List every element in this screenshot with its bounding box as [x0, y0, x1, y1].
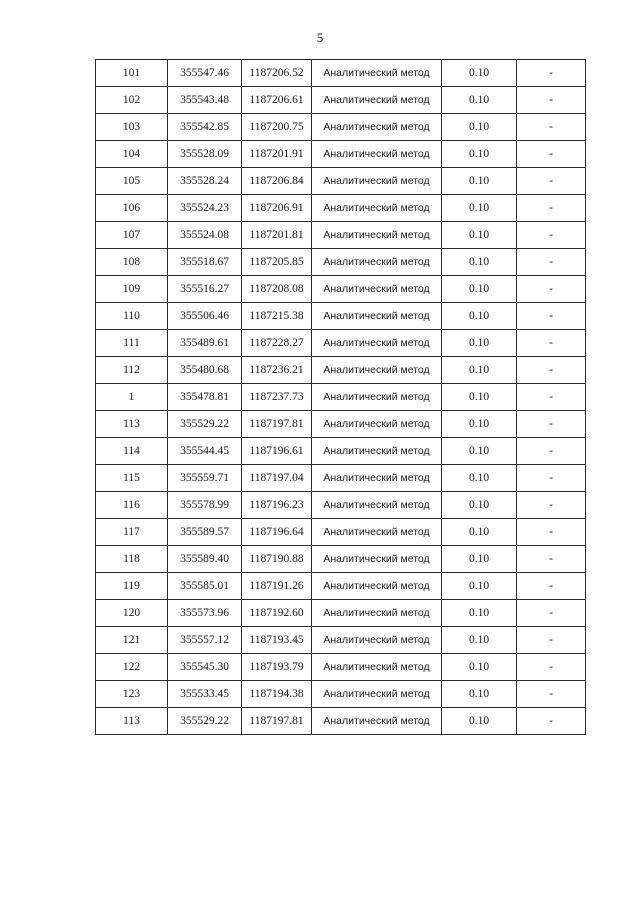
method-cell: Аналитический метод	[312, 492, 442, 519]
table-row	[96, 546, 586, 573]
x-coordinate-cell: 355585.01	[168, 573, 242, 600]
point-number-cell: 103	[96, 114, 168, 141]
x-coordinate-cell: 355528.09	[168, 141, 242, 168]
x-coordinate-cell: 355529.22	[168, 411, 242, 438]
point-number-cell: 106	[96, 195, 168, 222]
x-coordinate-cell: 355529.22	[168, 708, 242, 735]
note-cell: -	[517, 681, 586, 708]
table-row	[96, 654, 586, 681]
note-cell: -	[517, 708, 586, 735]
y-coordinate-cell: 1187193.45	[242, 627, 312, 654]
x-coordinate-cell: 355589.57	[168, 519, 242, 546]
table-row	[96, 681, 586, 708]
point-number-cell: 122	[96, 654, 168, 681]
y-coordinate-cell: 1187191.26	[242, 573, 312, 600]
coordinates-table	[95, 59, 586, 735]
note-cell: -	[517, 465, 586, 492]
x-coordinate-cell: 355547.46	[168, 60, 242, 87]
method-cell: Аналитический метод	[312, 411, 442, 438]
method-cell: Аналитический метод	[312, 519, 442, 546]
x-coordinate-cell: 355478.81	[168, 384, 242, 411]
table-row	[96, 87, 586, 114]
note-cell: -	[517, 546, 586, 573]
note-cell: -	[517, 303, 586, 330]
note-cell: -	[517, 330, 586, 357]
point-number-cell: 102	[96, 87, 168, 114]
note-cell: -	[517, 654, 586, 681]
note-cell: -	[517, 141, 586, 168]
table-row	[96, 600, 586, 627]
point-number-cell: 116	[96, 492, 168, 519]
table-row	[96, 60, 586, 87]
note-cell: -	[517, 357, 586, 384]
y-coordinate-cell: 1187197.81	[242, 411, 312, 438]
method-cell: Аналитический метод	[312, 438, 442, 465]
x-coordinate-cell: 355533.45	[168, 681, 242, 708]
table-row	[96, 276, 586, 303]
y-coordinate-cell: 1187197.04	[242, 465, 312, 492]
point-number-cell: 108	[96, 249, 168, 276]
method-cell: Аналитический метод	[312, 600, 442, 627]
accuracy-cell: 0.10	[442, 303, 517, 330]
x-coordinate-cell: 355506.46	[168, 303, 242, 330]
table-row	[96, 573, 586, 600]
table-row	[96, 222, 586, 249]
accuracy-cell: 0.10	[442, 600, 517, 627]
note-cell: -	[517, 249, 586, 276]
y-coordinate-cell: 1187206.84	[242, 168, 312, 195]
point-number-cell: 113	[96, 708, 168, 735]
point-number-cell: 121	[96, 627, 168, 654]
point-number-cell: 123	[96, 681, 168, 708]
accuracy-cell: 0.10	[442, 708, 517, 735]
x-coordinate-cell: 355557.12	[168, 627, 242, 654]
point-number-cell: 113	[96, 411, 168, 438]
note-cell: -	[517, 168, 586, 195]
method-cell: Аналитический метод	[312, 141, 442, 168]
y-coordinate-cell: 1187194.38	[242, 681, 312, 708]
table-row	[96, 519, 586, 546]
x-coordinate-cell: 355489.61	[168, 330, 242, 357]
note-cell: -	[517, 492, 586, 519]
y-coordinate-cell: 1187206.61	[242, 87, 312, 114]
method-cell: Аналитический метод	[312, 87, 442, 114]
method-cell: Аналитический метод	[312, 330, 442, 357]
accuracy-cell: 0.10	[442, 60, 517, 87]
x-coordinate-cell: 355524.08	[168, 222, 242, 249]
x-coordinate-cell: 355543.48	[168, 87, 242, 114]
table-row	[96, 492, 586, 519]
y-coordinate-cell: 1187208.08	[242, 276, 312, 303]
x-coordinate-cell: 355480.68	[168, 357, 242, 384]
y-coordinate-cell: 1187206.91	[242, 195, 312, 222]
y-coordinate-cell: 1187237.73	[242, 384, 312, 411]
table-row	[96, 114, 586, 141]
method-cell: Аналитический метод	[312, 384, 442, 411]
note-cell: -	[517, 60, 586, 87]
accuracy-cell: 0.10	[442, 114, 517, 141]
note-cell: -	[517, 519, 586, 546]
method-cell: Аналитический метод	[312, 708, 442, 735]
point-number-cell: 120	[96, 600, 168, 627]
method-cell: Аналитический метод	[312, 303, 442, 330]
table-row	[96, 708, 586, 735]
table-row	[96, 357, 586, 384]
note-cell: -	[517, 87, 586, 114]
y-coordinate-cell: 1187205.85	[242, 249, 312, 276]
coordinates-table-body	[96, 60, 586, 735]
y-coordinate-cell: 1187197.81	[242, 708, 312, 735]
accuracy-cell: 0.10	[442, 168, 517, 195]
method-cell: Аналитический метод	[312, 222, 442, 249]
accuracy-cell: 0.10	[442, 276, 517, 303]
point-number-cell: 107	[96, 222, 168, 249]
point-number-cell: 118	[96, 546, 168, 573]
accuracy-cell: 0.10	[442, 438, 517, 465]
method-cell: Аналитический метод	[312, 168, 442, 195]
accuracy-cell: 0.10	[442, 627, 517, 654]
x-coordinate-cell: 355573.96	[168, 600, 242, 627]
note-cell: -	[517, 600, 586, 627]
accuracy-cell: 0.10	[442, 222, 517, 249]
note-cell: -	[517, 573, 586, 600]
note-cell: -	[517, 276, 586, 303]
y-coordinate-cell: 1187200.75	[242, 114, 312, 141]
accuracy-cell: 0.10	[442, 519, 517, 546]
x-coordinate-cell: 355545.30	[168, 654, 242, 681]
method-cell: Аналитический метод	[312, 60, 442, 87]
accuracy-cell: 0.10	[442, 357, 517, 384]
method-cell: Аналитический метод	[312, 114, 442, 141]
point-number-cell: 117	[96, 519, 168, 546]
accuracy-cell: 0.10	[442, 654, 517, 681]
x-coordinate-cell: 355578.99	[168, 492, 242, 519]
y-coordinate-cell: 1187228.27	[242, 330, 312, 357]
table-row	[96, 168, 586, 195]
method-cell: Аналитический метод	[312, 276, 442, 303]
method-cell: Аналитический метод	[312, 465, 442, 492]
x-coordinate-cell: 355542.85	[168, 114, 242, 141]
note-cell: -	[517, 195, 586, 222]
accuracy-cell: 0.10	[442, 573, 517, 600]
table-row	[96, 141, 586, 168]
point-number-cell: 110	[96, 303, 168, 330]
y-coordinate-cell: 1187201.81	[242, 222, 312, 249]
accuracy-cell: 0.10	[442, 492, 517, 519]
y-coordinate-cell: 1187206.52	[242, 60, 312, 87]
page-number: 5	[316, 30, 324, 45]
method-cell: Аналитический метод	[312, 573, 442, 600]
table-row	[96, 249, 586, 276]
y-coordinate-cell: 1187190.88	[242, 546, 312, 573]
point-number-cell: 115	[96, 465, 168, 492]
point-number-cell: 105	[96, 168, 168, 195]
accuracy-cell: 0.10	[442, 546, 517, 573]
y-coordinate-cell: 1187215.38	[242, 303, 312, 330]
x-coordinate-cell: 355516.27	[168, 276, 242, 303]
y-coordinate-cell: 1187192.60	[242, 600, 312, 627]
x-coordinate-cell: 355544.45	[168, 438, 242, 465]
note-cell: -	[517, 114, 586, 141]
point-number-cell: 101	[96, 60, 168, 87]
method-cell: Аналитический метод	[312, 654, 442, 681]
note-cell: -	[517, 438, 586, 465]
y-coordinate-cell: 1187193.79	[242, 654, 312, 681]
y-coordinate-cell: 1187236.21	[242, 357, 312, 384]
x-coordinate-cell: 355528.24	[168, 168, 242, 195]
point-number-cell: 109	[96, 276, 168, 303]
y-coordinate-cell: 1187196.64	[242, 519, 312, 546]
method-cell: Аналитический метод	[312, 546, 442, 573]
y-coordinate-cell: 1187196.23	[242, 492, 312, 519]
note-cell: -	[517, 222, 586, 249]
table-row	[96, 330, 586, 357]
accuracy-cell: 0.10	[442, 411, 517, 438]
x-coordinate-cell: 355589.40	[168, 546, 242, 573]
accuracy-cell: 0.10	[442, 681, 517, 708]
method-cell: Аналитический метод	[312, 249, 442, 276]
x-coordinate-cell: 355524.23	[168, 195, 242, 222]
point-number-cell: 104	[96, 141, 168, 168]
point-number-cell: 114	[96, 438, 168, 465]
x-coordinate-cell: 355518.67	[168, 249, 242, 276]
accuracy-cell: 0.10	[442, 249, 517, 276]
table-row	[96, 465, 586, 492]
accuracy-cell: 0.10	[442, 141, 517, 168]
point-number-cell: 111	[96, 330, 168, 357]
y-coordinate-cell: 1187196.61	[242, 438, 312, 465]
table-row	[96, 438, 586, 465]
point-number-cell: 1	[96, 384, 168, 411]
accuracy-cell: 0.10	[442, 465, 517, 492]
method-cell: Аналитический метод	[312, 681, 442, 708]
table-row	[96, 384, 586, 411]
accuracy-cell: 0.10	[442, 195, 517, 222]
method-cell: Аналитический метод	[312, 627, 442, 654]
note-cell: -	[517, 411, 586, 438]
x-coordinate-cell: 355559.71	[168, 465, 242, 492]
point-number-cell: 119	[96, 573, 168, 600]
point-number-cell: 112	[96, 357, 168, 384]
y-coordinate-cell: 1187201.91	[242, 141, 312, 168]
accuracy-cell: 0.10	[442, 87, 517, 114]
table-row	[96, 411, 586, 438]
note-cell: -	[517, 384, 586, 411]
table-row	[96, 303, 586, 330]
table-row	[96, 195, 586, 222]
table-row	[96, 627, 586, 654]
method-cell: Аналитический метод	[312, 195, 442, 222]
note-cell: -	[517, 627, 586, 654]
method-cell: Аналитический метод	[312, 357, 442, 384]
accuracy-cell: 0.10	[442, 384, 517, 411]
accuracy-cell: 0.10	[442, 330, 517, 357]
